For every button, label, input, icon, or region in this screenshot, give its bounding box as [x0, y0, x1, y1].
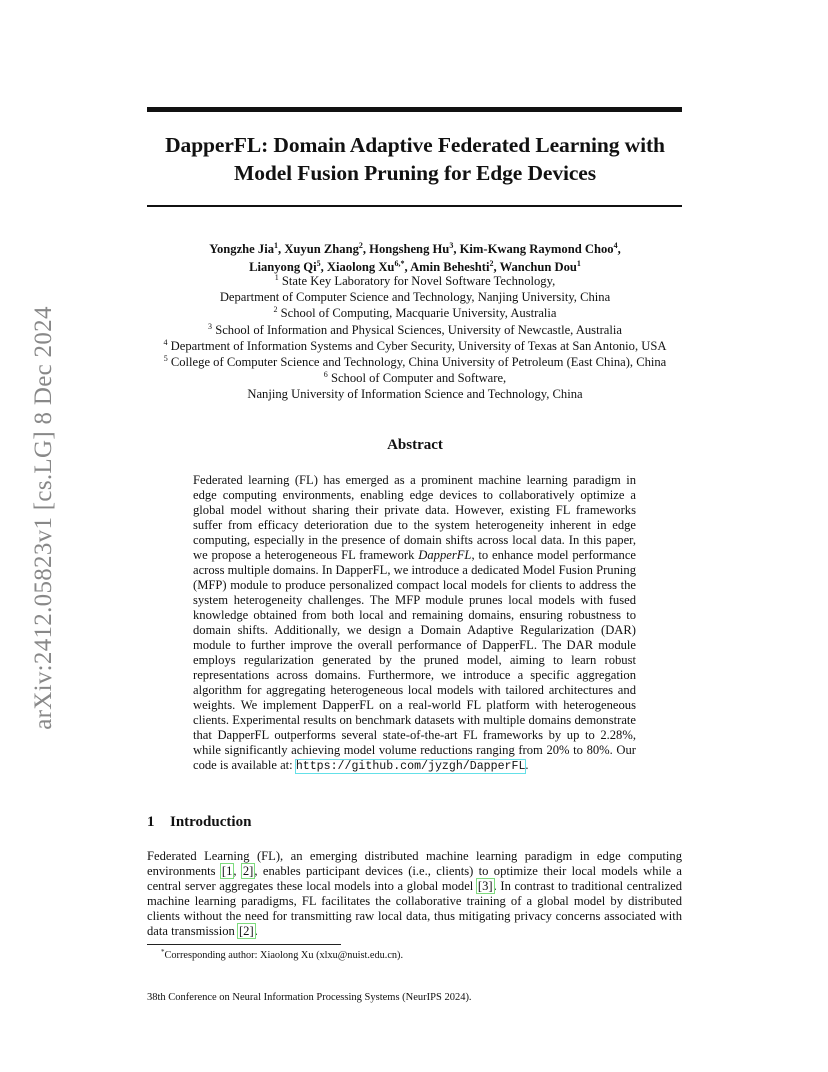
conference-footer: 38th Conference on Neural Information Processing Systems (NeurIPS 2024).	[147, 992, 472, 1003]
author: Lianyong Qi$^5$,	[249, 259, 327, 274]
affiliation: $^6$ School of Computer and Software,	[323, 370, 507, 386]
abstract-body: Federated learning (FL) has emerged as a prominent machine learning paradigm in edge computing environments, enabling edge devices to collaboratively optimize a global model without sharing their private data. However, existing FL frameworks suffer from efficacy deterioration due to the system heterogeneity inherent in edge computing, especially in the presence of domain shifts across local data. In this paper, we propose a heterogeneous FL framework DapperFL, to enhance model performance across multiple domains. In DapperFL, we introduce a dedicated Model Fusion Pruning (MFP) module to produce personalized compact local models for clients to address the system heterogeneity challenges. The MFP module prunes local models with fused knowledge obtained from both local and remaining domains, ensuring robustness to domain shifts. Additionally, we design a Domain Adaptive Regularization (DAR) module to further improve the overall performance of DapperFL. The DAR module employs regularization generated by the pruned model, aiming to learn robust representations across domains. Furthermore, we introduce a specific aggregation algorithm for aggregating heterogeneous local models with tailored architectures and weights. We implement DapperFL on a real-world FL platform with heterogeneous clients. Experimental results on benchmark datasets with multiple domains demonstrate that DapperFL outperforms several state-of-the-art FL frameworks by up to 2.28%, while significantly achieving model volume reductions ranging from 20% to 80%. Our code is available at: https://github.com/jyzgh/DapperFL.	[193, 473, 636, 773]
author-line-1	[120, 240, 710, 258]
section-heading-introduction: 1 Introduction	[147, 814, 252, 830]
title-line-1: DapperFL: Domain Adaptive Federated Learning with	[165, 133, 665, 157]
abstract-heading: Abstract	[387, 437, 443, 453]
affiliation: Nanjing University of Information Science and Technology, China	[247, 387, 583, 402]
author: Xuyun Zhang$^2$,	[284, 241, 370, 256]
framework-name: DapperFL	[418, 548, 472, 562]
arxiv-identifier: arXiv:2412.05823v1 [cs.LG] 8 Dec 2024	[30, 306, 57, 730]
affiliation: $^5$ College of Computer Science and Technology, China University of Petroleum (East China), China	[163, 354, 667, 370]
citation-link[interactable]: 2]	[242, 864, 254, 879]
citation-link[interactable]: [3]	[477, 879, 493, 894]
author: Kim-Kwang Raymond Choo$^4$,	[459, 241, 621, 256]
affiliation: $^4$ Department of Information Systems and Cyber Security, University of Texas at San Antonio, USA	[163, 337, 667, 353]
author-list	[120, 240, 710, 276]
affiliation-list	[120, 273, 710, 403]
affiliation: $^2$ School of Computing, Macquarie University, Australia	[273, 305, 557, 321]
citation-link[interactable]: [2]	[238, 924, 254, 939]
affiliation: $^1$ State Key Laboratory for Novel Software Technology,	[274, 273, 556, 288]
title-line-2: Model Fusion Pruning for Edge Devices	[234, 161, 596, 185]
footnote-rule	[147, 944, 341, 945]
title-top-rule	[147, 107, 682, 112]
code-link[interactable]: https://github.com/jyzgh/DapperFL	[295, 760, 526, 773]
title-bottom-rule	[147, 205, 682, 207]
paper-title	[120, 131, 710, 187]
introduction-paragraph: Federated Learning (FL), an emerging distributed machine learning paradigm in edge computing environments [1, 2], enables participant devices (i.e., clients) to optimize their local models while a central server aggregates these local models into a global model [3]. In contrast to traditional centralized machine learning paradigms, FL facilitates the collaborative training of a global model by distributed clients without the need for transmitting raw local data, thus mitigating privacy concerns associated with data transmission [2].	[147, 849, 683, 939]
affiliation: $^3$ School of Information and Physical Sciences, University of Newcastle, Australia	[208, 321, 622, 337]
affiliation: Department of Computer Science and Technology, Nanjing University, China	[219, 290, 611, 305]
author: Xiaolong $Xu^{6,*}$,	[326, 259, 411, 274]
author: Yongzhe Jia$^1$,	[209, 241, 285, 256]
citation-link[interactable]: [1	[221, 864, 233, 879]
author: Amin Beheshti$^2$,	[410, 259, 500, 274]
author: Hongsheng Hu$^3$,	[369, 241, 460, 256]
author: Wanchun Dou$^1$	[499, 259, 581, 274]
footnote: *Corresponding author: Xiaolong Xu (xlxu@nuist.edu.cn).	[161, 948, 404, 961]
